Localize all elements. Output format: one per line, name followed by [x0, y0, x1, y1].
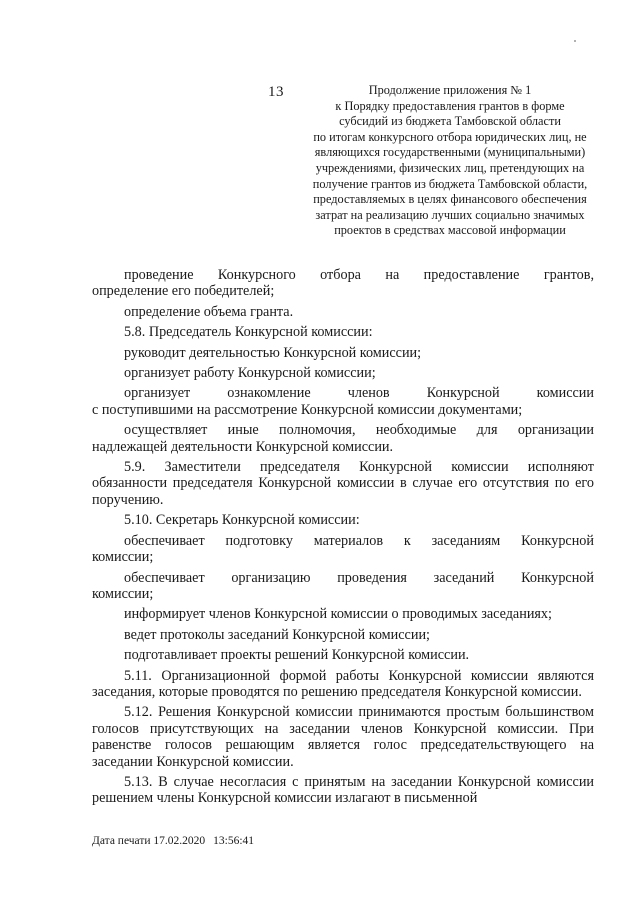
header-line: затрат на реализацию лучших социально значимых [315, 207, 585, 222]
paragraph: информирует членов Конкурсной комиссии о проводимых заседаниях; [124, 606, 552, 623]
paragraph: организует работу Конкурсной комиссии; [124, 365, 376, 382]
header-line: проектов в средствах массовой информации [334, 223, 566, 238]
print-time: 13:56:41 [213, 835, 255, 847]
paragraph: 5.12. Решения Конкурсной комиссии принимаются простым большинством голосов присутствующих на заседании членов Конкурсной комиссии. При равенстве голосов решающим является голос председательствующего на заседании Конкурсной комиссии. [92, 704, 594, 770]
print-date-footer [92, 835, 254, 847]
header-line: Продолжение приложения № 1 [368, 83, 532, 97]
paragraph: организует ознакомление членов Конкурсной комиссии с поступившими на рассмотрение Конкурсной комиссии документами; [92, 385, 594, 418]
header-line: по итогам конкурсного отбора юридических лиц, не [313, 129, 587, 144]
paragraph: 5.8. Председатель Конкурсной комиссии: [124, 324, 373, 341]
paragraph: проведение Конкурсного отбора на предоставление грантов, определение его победителей; [92, 267, 594, 300]
paragraph: обеспечивает подготовку материалов к заседаниям Конкурсной комиссии; [92, 532, 594, 566]
paragraph: 5.9. Заместители председателя Конкурсной комиссии исполняют обязанности председателя Конкурсной комиссии в случае его отсутствия по его поручению. [92, 459, 594, 508]
header-line: предоставляемых в целях финансового обеспечения [313, 192, 587, 207]
paragraph: подготавливает проекты решений Конкурсной комиссии. [124, 647, 470, 664]
header-line: получение грантов из бюджета Тамбовской области, [312, 176, 588, 191]
paragraph: обеспечивает организацию проведения заседаний Конкурсной комиссии; [92, 569, 594, 602]
header-line: к Порядку предоставления грантов в форме [335, 98, 565, 113]
header-line: учреждениями, физических лиц, претендующих на [315, 160, 585, 175]
appendix-header [300, 83, 600, 239]
paragraph: руководит деятельностью Конкурсной комиссии; [124, 344, 422, 361]
header-line: являющихся государственными (муниципальными) [314, 145, 586, 160]
paragraph: 5.11. Организационной формой работы Конкурсной комиссии являются заседания, которые проводятся по решению председателя Конкурсной комиссии. [92, 667, 594, 700]
document-body [92, 267, 594, 811]
print-date-label: Дата печати 17.02.2020 [92, 835, 206, 847]
scan-speck [574, 40, 576, 42]
paragraph: 5.13. В случае несогласия с принятым на заседании Конкурсной комиссии решением члены Конкурсной комиссии излагают в письменной [92, 773, 594, 807]
paragraph: 5.10. Секретарь Конкурсной комиссии: [124, 512, 360, 529]
paragraph: осуществляет иные полномочия, необходимые для организации надлежащей деятельности Конкурсной комиссии. [92, 422, 594, 455]
paragraph: определение объема гранта. [124, 303, 294, 320]
paragraph: ведет протоколы заседаний Конкурсной комиссии; [124, 626, 430, 643]
header-line: субсидий из бюджета Тамбовской области [339, 114, 561, 129]
page-number: 13 [268, 84, 284, 100]
